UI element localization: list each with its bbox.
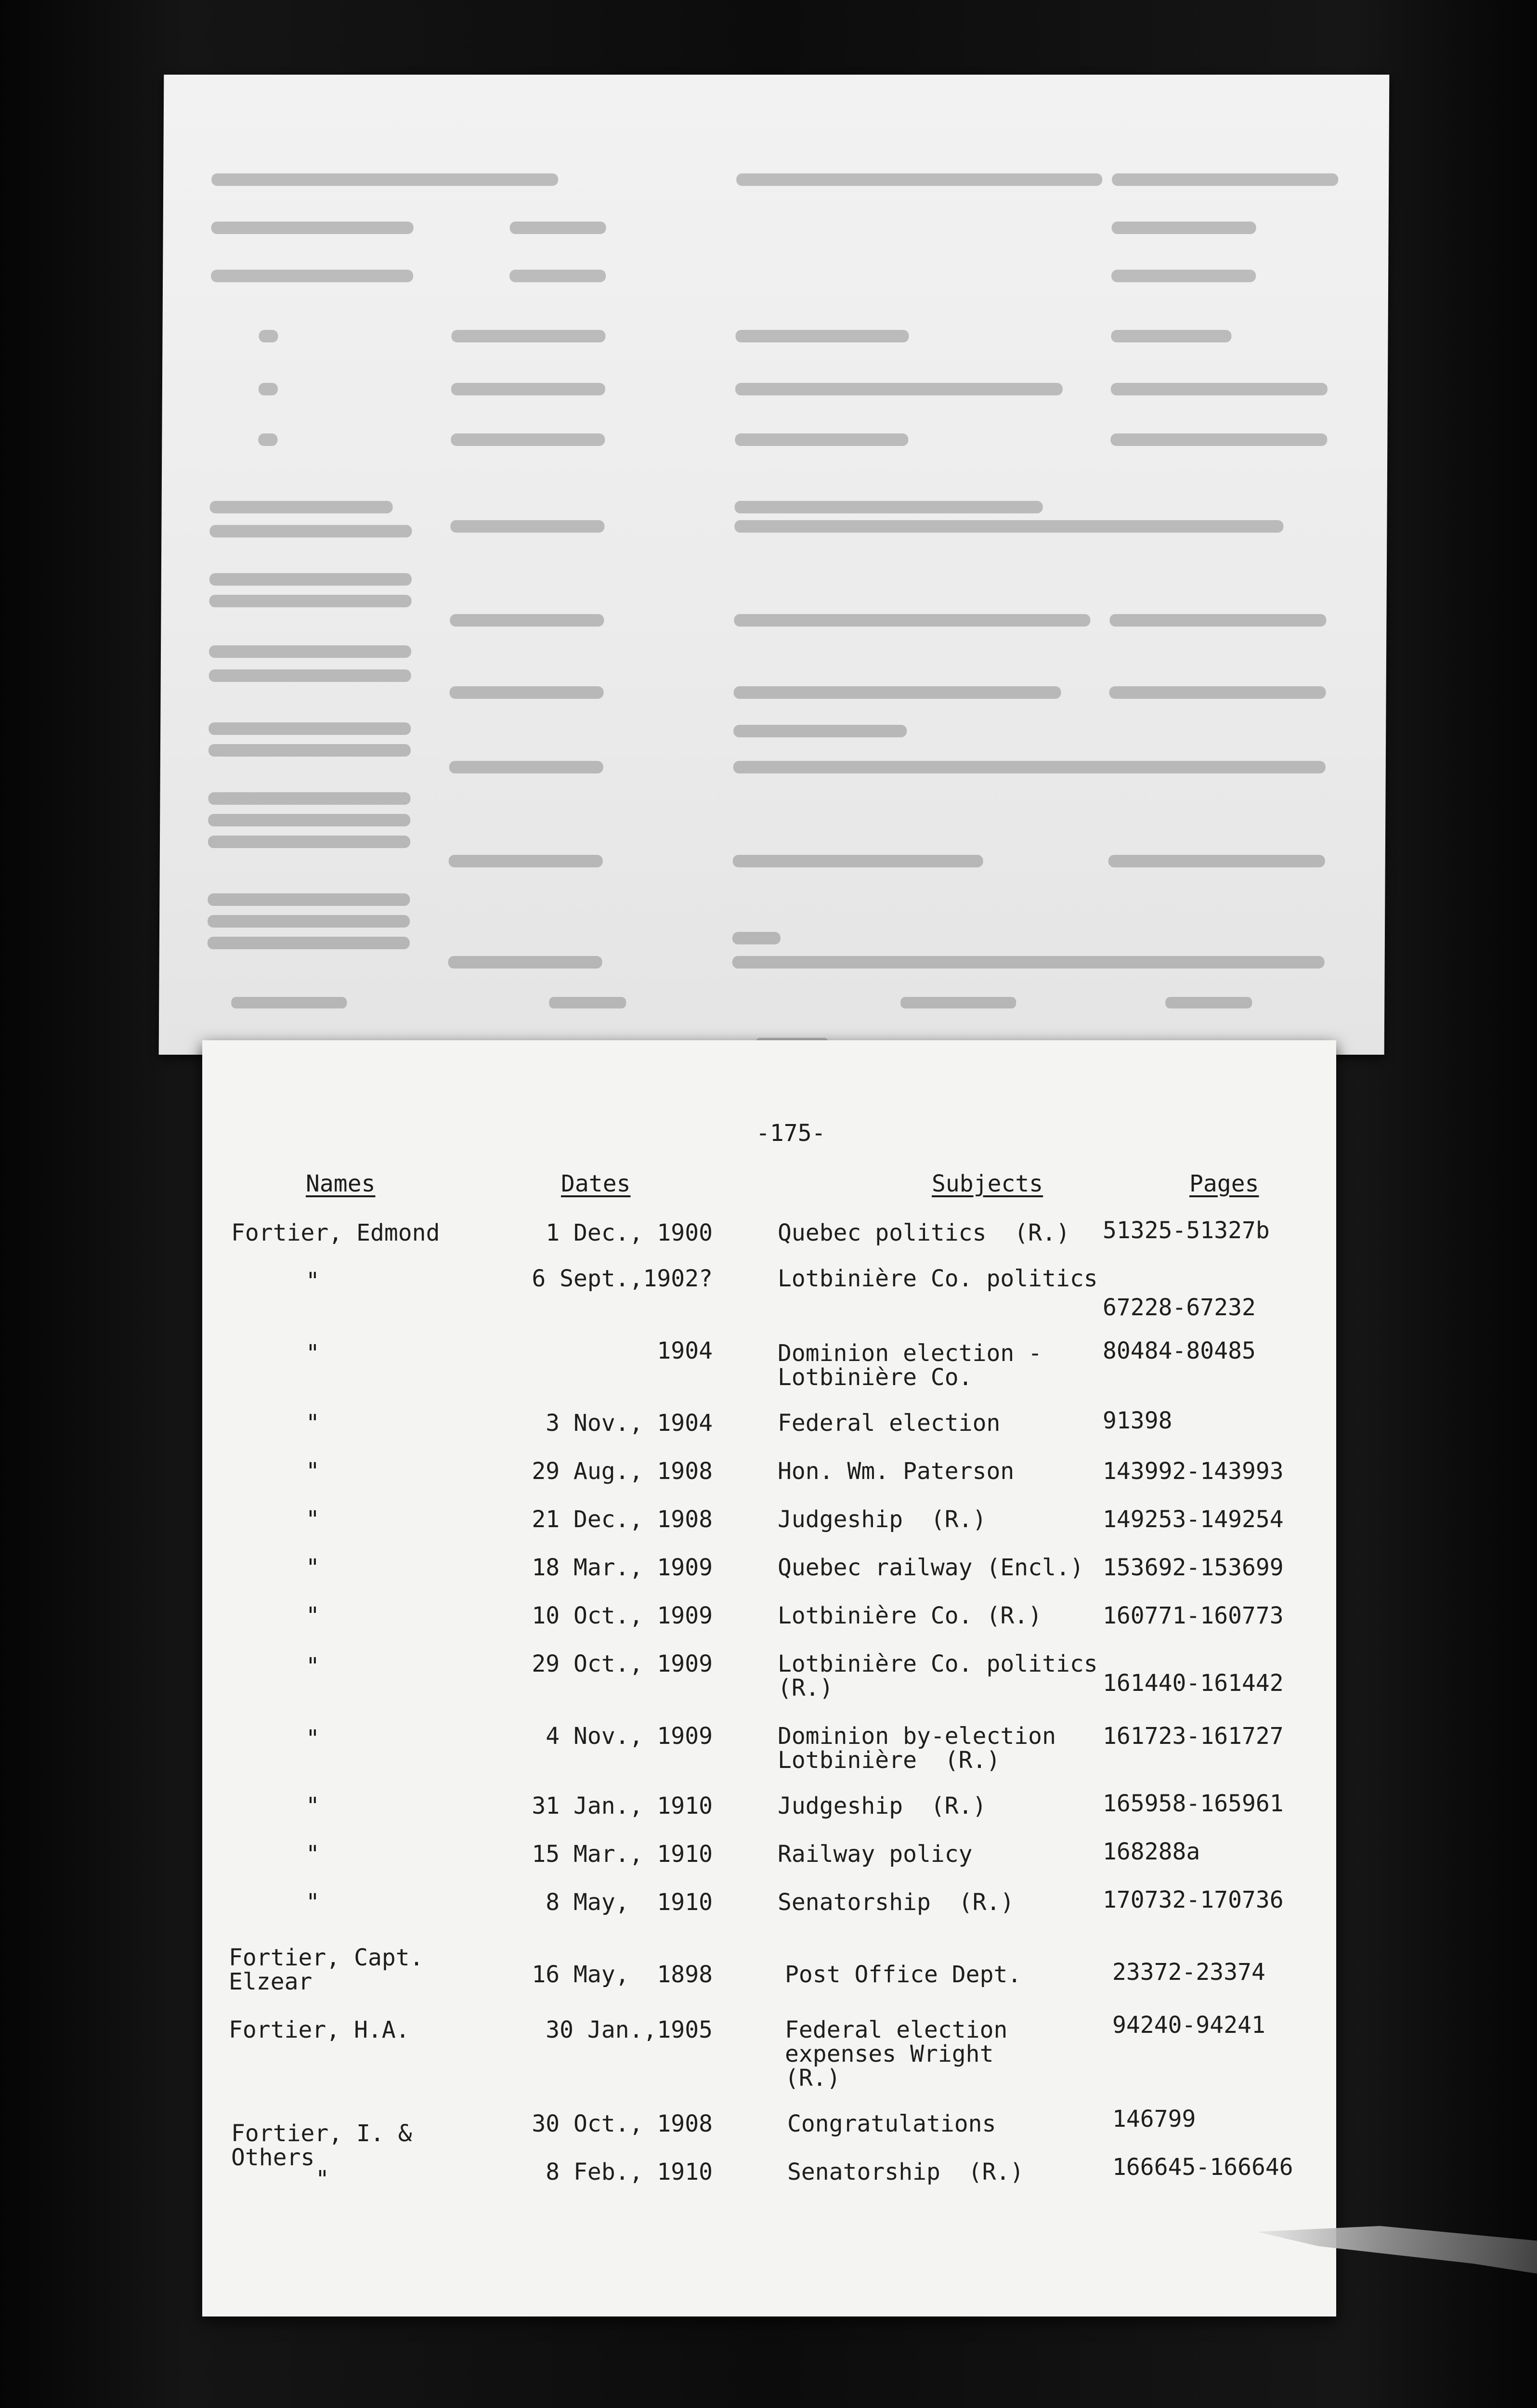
entry-date: 30 Oct., 1908: [532, 2110, 713, 2137]
entry-date: 16 May, 1898: [532, 1961, 713, 1988]
entry-name-ditto: ": [306, 1458, 320, 1485]
entry-pages: 165958-165961: [1103, 1790, 1284, 1817]
previous-page-bleedthrough: [159, 75, 1390, 1055]
entry-pages: 161440-161442: [1103, 1670, 1284, 1697]
entry-subject: Railway policy: [778, 1841, 973, 1868]
entry-subject: Federal election: [778, 1410, 1001, 1437]
entry-pages: 23372-23374: [1112, 1959, 1265, 1986]
entry-date: 4 Nov., 1909: [546, 1723, 713, 1750]
entry-pages: 51325-51327b: [1103, 1217, 1270, 1244]
entry-pages: 149253-149254: [1103, 1506, 1284, 1533]
entry-date: 6 Sept.,1902?: [532, 1265, 713, 1292]
entry-date: 8 May, 1910: [546, 1889, 713, 1916]
entry-date: 1904: [657, 1337, 713, 1364]
entry-name-ditto: ": [306, 1889, 320, 1916]
entry-date: 29 Aug., 1908: [532, 1458, 713, 1485]
header-dates: Dates: [561, 1170, 631, 1197]
entry-date: 18 Mar., 1909: [532, 1554, 713, 1581]
entry-name-ditto: ": [306, 1841, 320, 1868]
entry-pages: 160771-160773: [1103, 1602, 1284, 1629]
header-subjects: Subjects: [932, 1170, 1043, 1197]
entry-subject: Dominion election - Lotbinière Co.: [778, 1340, 1042, 1391]
entry-date: 29 Oct., 1909: [532, 1650, 713, 1677]
entry-name-ditto: ": [306, 1793, 320, 1819]
entry-pages: 143992-143993: [1103, 1458, 1284, 1485]
entry-name-ditto: ": [306, 1653, 320, 1680]
ghost-marks: [159, 75, 1390, 1055]
entry-subject: Lotbinière Co. (R.): [778, 1602, 1042, 1629]
entry-pages: 94240-94241: [1112, 2012, 1265, 2039]
entry-pages: 67228-67232: [1103, 1294, 1256, 1321]
entry-subject: Congratulations: [787, 2110, 996, 2137]
entry-pages: 161723-161727: [1103, 1723, 1284, 1750]
index-card-page: [202, 1040, 1336, 2316]
entry-pages: 80484-80485: [1103, 1337, 1256, 1364]
header-pages: Pages: [1189, 1170, 1259, 1197]
entry-name-ditto: ": [306, 1340, 320, 1367]
entry-pages: 146799: [1112, 2106, 1196, 2133]
entry-pages: 168288a: [1103, 1838, 1200, 1865]
entry-name-ditto: ": [315, 2166, 329, 2193]
entry-subject: Hon. Wm. Paterson: [778, 1458, 1015, 1485]
entry-subject: Judgeship (R.): [778, 1506, 987, 1533]
entry-name: Fortier, H.A.: [229, 2016, 410, 2043]
entry-subject: Judgeship (R.): [778, 1793, 987, 1819]
header-names: Names: [306, 1170, 376, 1197]
entry-subject: Senatorship (R.): [778, 1889, 1015, 1916]
entry-pages: 170732-170736: [1103, 1886, 1284, 1913]
entry-subject: Post Office Dept.: [785, 1961, 1022, 1988]
entry-subject: Quebec politics (R.): [778, 1219, 1070, 1246]
entry-subject: Dominion by-election Lotbinière (R.): [778, 1723, 1056, 1774]
entry-date: 1 Dec., 1900: [546, 1219, 713, 1246]
entry-date: 15 Mar., 1910: [532, 1841, 713, 1868]
entry-subject: Federal election expenses Wright (R.): [785, 2016, 1008, 2092]
entry-name: Fortier, Edmond: [231, 1219, 440, 1246]
entry-name-ditto: ": [306, 1725, 320, 1752]
entry-date: 10 Oct., 1909: [532, 1602, 713, 1629]
entry-subject: Lotbinière Co. politics (R.): [778, 1650, 1098, 1701]
entry-pages: 166645-166646: [1112, 2154, 1293, 2181]
entry-name-ditto: ": [306, 1554, 320, 1581]
entry-pages: 153692-153699: [1103, 1554, 1284, 1581]
entry-date: 8 Feb., 1910: [546, 2159, 713, 2186]
entry-subject: Quebec railway (Encl.): [778, 1554, 1084, 1581]
entry-name: Fortier, Capt. Elzear: [229, 1944, 424, 1995]
entry-name-ditto: ": [306, 1602, 320, 1629]
entry-pages: 91398: [1103, 1407, 1172, 1434]
entry-name-ditto: ": [306, 1410, 320, 1437]
entry-date: 30 Jan.,1905: [546, 2016, 713, 2043]
entry-date: 3 Nov., 1904: [546, 1410, 713, 1437]
entry-date: 21 Dec., 1908: [532, 1506, 713, 1533]
entry-name-ditto: ": [306, 1506, 320, 1533]
page-number: -175-: [756, 1120, 826, 1147]
entry-name-ditto: ": [306, 1268, 320, 1295]
entry-date: 31 Jan., 1910: [532, 1793, 713, 1819]
entry-name: Fortier, I. & Others: [231, 2120, 412, 2171]
entry-subject: Senatorship (R.): [787, 2159, 1024, 2186]
entry-subject: Lotbinière Co. politics: [778, 1265, 1098, 1292]
